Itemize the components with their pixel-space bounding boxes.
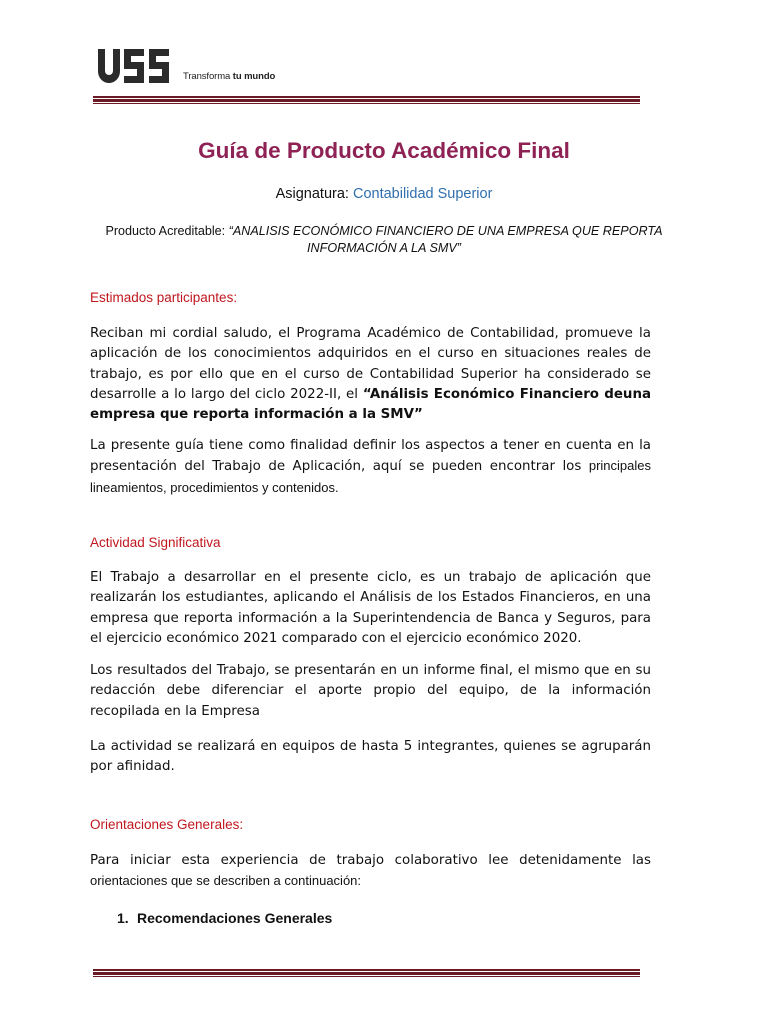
product-value: “ANALISIS ECONÓMICO FINANCIERO DE UNA EMPRESA QUE REPORTA INFORMACIÓN A LA SMV” <box>228 224 663 255</box>
subject-line <box>0 186 768 202</box>
intro-p2-text: La presente guía tiene como finalidad definir los aspectos a tener en cuenta en la presentación del Trabajo de Aplicación, aquí se pueden encontrar los <box>90 438 651 475</box>
orient-p1-text: Para iniciar esta experiencia de trabajo colaborativo lee detenidamente las <box>90 853 651 868</box>
product-label: Producto Acreditable: <box>105 224 229 238</box>
activity-paragraph-3: La actividad se realizará en equipos de hasta 5 integrantes, quienes se agruparán por afinidad. <box>90 739 651 775</box>
intro-p2-small: principales lineamientos, procedimientos y contenidos. <box>90 458 651 495</box>
uss-logo-mark <box>97 49 179 83</box>
intro-paragraph-1 <box>90 324 651 425</box>
page-title: Guía de Producto Académico Final <box>198 138 570 163</box>
orientations-heading: Orientaciones Generales: <box>90 817 244 832</box>
greeting-heading: Estimados participantes: <box>90 290 238 305</box>
intro-p1-bold: “Análisis Económico Financiero deuna empresa que reporta información a la SMV” <box>90 386 652 423</box>
activity-heading: Actividad Significativa <box>90 535 221 550</box>
activity-paragraph-1: El Trabajo a desarrollar en el presente ciclo, es un trabajo de aplicación que realizarán los estudiantes, aplicando el Análisis de los Estados Financieros, en una empresa que reporta información a la Superintendencia de Banca y Seguros, para el ejercicio económico 2021 comparado con el ejercicio económico 2020. <box>90 570 651 646</box>
header-divider <box>93 96 640 104</box>
intro-p1-text: Reciban mi cordial saludo, el Programa Académico de Contabilidad, promueve la aplicación de los conocimientos adquiridos en el curso en situaciones reales de trabajo, es por ello que en el curso de Contabilidad Superior ha considerado se desarrolle a lo largo del ciclo 2022-II, el <box>90 326 651 402</box>
product-line <box>100 223 668 257</box>
list-item-label: Recomendaciones Generales <box>137 910 333 926</box>
list-item-number: 1. <box>117 910 129 926</box>
footer-divider <box>93 969 640 977</box>
subject-value: Contabilidad Superior <box>352 186 493 202</box>
logo-tagline <box>183 71 275 82</box>
uss-logo <box>97 47 275 83</box>
orient-p1-small: orientaciones que se describen a continuación: <box>90 873 362 889</box>
list-item <box>117 910 332 926</box>
subject-label: Asignatura: <box>275 186 353 202</box>
intro-paragraph-2 <box>90 436 651 499</box>
activity-paragraph-2: Los resultados del Trabajo, se presentarán en un informe final, el mismo que en su redacción debe diferenciar el aporte propio del equipo, de la información recopilada en la Empresa <box>90 663 651 719</box>
tagline-bold: tu mundo <box>232 71 276 82</box>
tagline-regular: Transforma <box>183 71 233 82</box>
orientations-paragraph <box>90 851 651 893</box>
